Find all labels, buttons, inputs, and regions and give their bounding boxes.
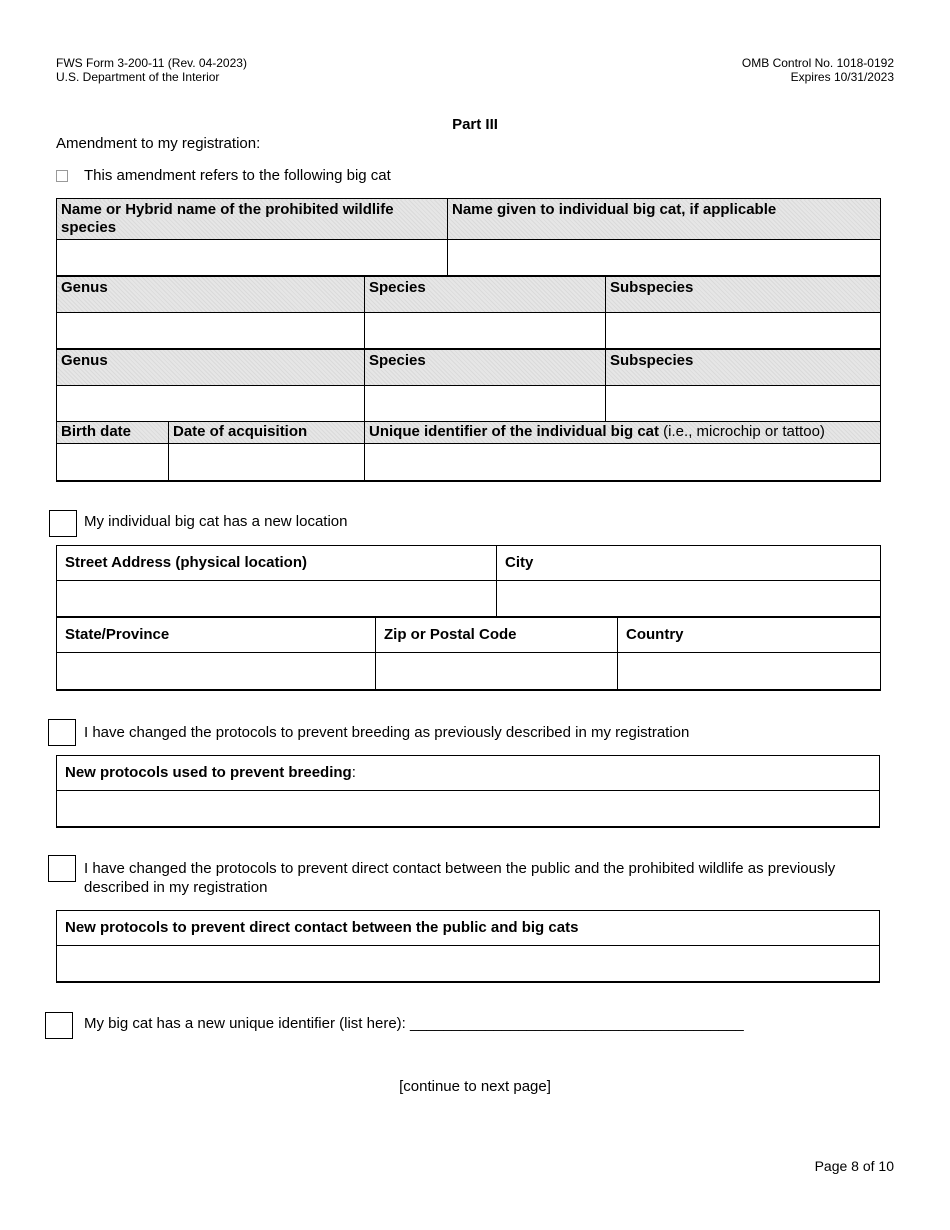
subspecies-input-1[interactable]: [606, 313, 881, 349]
big-cat-checkbox[interactable]: [56, 170, 68, 182]
form-id: FWS Form 3-200-11 (Rev. 04-2023): [56, 56, 247, 70]
genus-input-2[interactable]: [57, 386, 365, 422]
date-acquisition-header: Date of acquisition: [169, 422, 365, 444]
genus-header-2: Genus: [57, 349, 365, 386]
expiration: Expires 10/31/2023: [790, 70, 894, 84]
street-input[interactable]: [57, 581, 497, 617]
direct-contact-protocols-input[interactable]: [57, 946, 880, 982]
state-input[interactable]: [57, 653, 376, 690]
birth-date-input[interactable]: [57, 444, 169, 481]
breeding-protocols-label: New protocols used to prevent breeding: [65, 764, 352, 781]
breeding-protocols-header: [57, 756, 880, 791]
state-header: State/Province: [57, 617, 376, 653]
genus-header-1: Genus: [57, 276, 365, 313]
page-number: Page 8 of 10: [814, 1158, 894, 1174]
birth-date-header: Birth date: [57, 422, 169, 444]
name-given-input[interactable]: [448, 240, 881, 276]
date-acquisition-input[interactable]: [169, 444, 365, 481]
subspecies-header-1: Subspecies: [606, 276, 881, 313]
unique-identifier-header: [365, 422, 881, 444]
big-cat-option-label: This amendment refers to the following big cat: [84, 167, 391, 184]
breeding-checkbox[interactable]: [48, 719, 76, 746]
department: U.S. Department of the Interior: [56, 70, 220, 84]
continue-note: [continue to next page]: [399, 1078, 551, 1095]
species-header-2: Species: [365, 349, 606, 386]
direct-contact-option-line1: I have changed the protocols to prevent direct contact between the public and the prohibited wildlife as previously: [84, 860, 836, 877]
zip-header: Zip or Postal Code: [376, 617, 618, 653]
location-table: [56, 545, 881, 691]
country-input[interactable]: [618, 653, 881, 690]
omb-control: OMB Control No. 1018-0192: [741, 56, 894, 70]
breeding-option-label: I have changed the protocols to prevent breeding as previously described in my registration: [84, 724, 690, 741]
new-identifier-checkbox[interactable]: [45, 1012, 73, 1039]
city-input[interactable]: [497, 581, 881, 617]
amendment-label: Amendment to my registration:: [56, 135, 261, 152]
direct-contact-checkbox[interactable]: [48, 855, 76, 882]
big-cat-table: [56, 198, 881, 482]
unique-identifier-input[interactable]: [365, 444, 881, 481]
species-input-2[interactable]: [365, 386, 606, 422]
direct-contact-option-line2: described in my registration: [84, 879, 268, 896]
city-header: City: [497, 546, 881, 581]
breeding-protocols-colon: :: [351, 764, 356, 781]
name-hybrid-input[interactable]: [57, 240, 448, 276]
part-title: Part III: [452, 116, 498, 133]
species-input-1[interactable]: [365, 313, 606, 349]
name-hybrid-header: Name or Hybrid name of the prohibited wildlife species: [57, 199, 448, 240]
country-header: Country: [618, 617, 881, 653]
species-header-1: Species: [365, 276, 606, 313]
unique-identifier-note: (i.e., microchip or tattoo): [659, 423, 825, 440]
name-given-header: Name given to individual big cat, if applicable: [448, 199, 881, 240]
direct-contact-table: [56, 910, 880, 983]
new-location-option-label: My individual big cat has a new location: [84, 513, 348, 530]
new-identifier-option-label: My big cat has a new unique identifier (list here): ________________________________________: [84, 1015, 744, 1032]
new-location-checkbox[interactable]: [49, 510, 77, 537]
zip-input[interactable]: [376, 653, 618, 690]
direct-contact-protocols-header: New protocols to prevent direct contact between the public and big cats: [57, 911, 880, 946]
street-header: Street Address (physical location): [57, 546, 497, 581]
genus-input-1[interactable]: [57, 313, 365, 349]
subspecies-input-2[interactable]: [606, 386, 881, 422]
subspecies-header-2: Subspecies: [606, 349, 881, 386]
unique-identifier-bold: Unique identifier of the individual big cat: [369, 423, 660, 440]
breeding-protocols-input[interactable]: [57, 791, 880, 827]
breeding-table: [56, 755, 880, 828]
